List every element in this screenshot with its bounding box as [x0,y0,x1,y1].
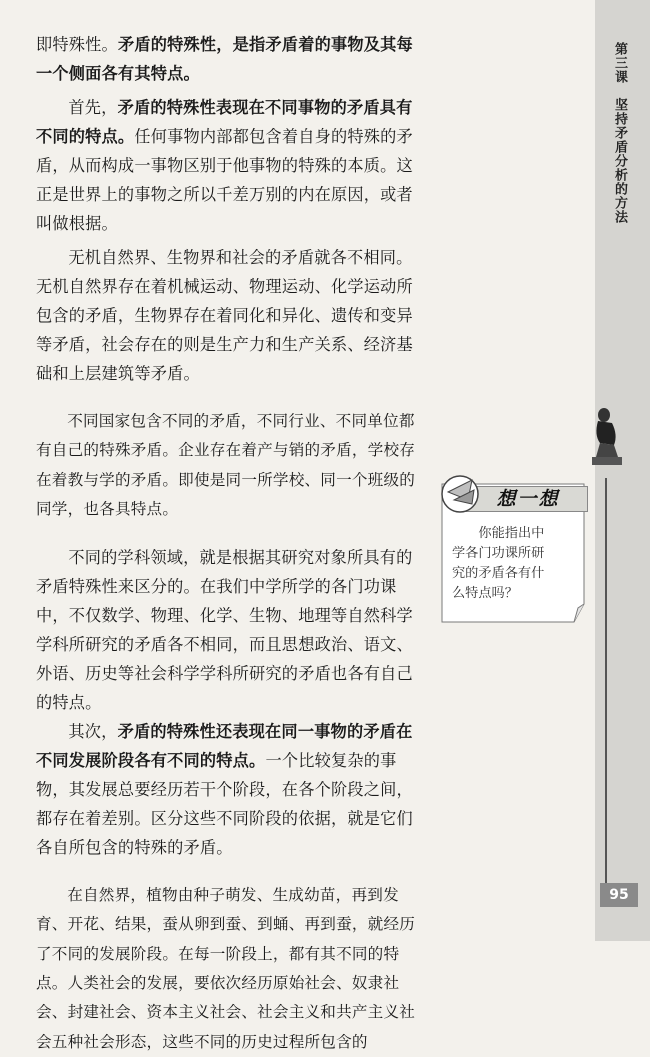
sidebar-divider-line [605,478,607,883]
bold-point-2: 矛盾的特殊性还表现在同一事物的矛盾在不同发展阶段各有不同的特点。 [36,722,413,771]
paragraph-3: 无机自然界、生物界和社会的矛盾就各不相同。无机自然界存在着机械运动、物理运动、化学运动所包含的矛盾，生物界存在着同化和异化、遗传和变异等矛盾，社会存在的则是生产力和生产关系、经济基础和上层建筑等矛盾。 [36,248,413,383]
think-box-label: 想一想 [496,488,560,510]
question-line: 你能指出中 [478,526,545,541]
question-line: 么特点吗？ [452,586,518,601]
bold-definition: 矛盾的特殊性，是指矛盾着的事物及其每一个侧面各有其特点。 [36,35,413,83]
paragraph-2 [36,93,420,238]
text-span: 其次， [68,722,118,742]
paragraph-5: 不同的学科领域，就是根据其研究对象所具有的矛盾特殊性来区分的。在我们中学所学的各门功课中，不仅数学、物理、化学、生物、地理等自然科学学科所研究的矛盾各不相同，而且思想政治、语文、外语、历史等社会科学学科所研究的矛盾也各有自己的特点。 [36,548,413,713]
example-paragraph-1: 不同国家包含不同的矛盾，不同行业、不同单位都有自己的特殊矛盾。企业存在着产与销的矛盾，学校存在着教与学的矛盾。即使是同一所学校、同一个班级的同学，也各具特点。 [36,412,416,518]
paragraph-1 [36,30,420,88]
bold-point-1: 矛盾的特殊性表现在不同事物的矛盾具有不同的特点。 [36,98,413,146]
page-number: 95 [600,883,638,907]
text-span: 即特殊性。 [36,35,118,54]
thinker-statue-icon [590,405,624,467]
paragraph-6 [36,717,420,862]
example-paragraph-2: 在自然界，植物由种子萌发、生成幼苗，再到发育、开花、结果，蚕从卵到蚕、到蛹、再到蚕，就经历了不同的发展阶段。在每一阶段上，都有其不同的特点。人类社会的发展，要依次经历原始社会、奴隶社会、封建社会、资本主义社会、社会主义和共产主义社会五种社会形态，这些不同的历史过程所包含的 [36,886,416,1051]
text-span: 任何事物内部都包含着自身的特殊的矛盾，从而构成一事物区别于他事物的特殊的本质。这正是世界上的事物之所以千差万别的内在原因，或者叫做根据。 [36,127,413,233]
think-box-question [452,524,576,604]
question-line: 究的矛盾各有什 [452,566,545,581]
question-line: 学各门功课所研 [452,546,545,561]
text-span: 一个比较复杂的事物，其发展总要经历若干个阶段，在各个阶段之间，都存在着差别。区分这些不同阶段的依据，就是它们各自所包含的特殊的矛盾。 [36,751,413,858]
lesson-title-vertical: 第三课 坚持矛盾分析的方法 [612,42,627,224]
main-text [36,30,420,1057]
text-span: 首先， [68,98,118,117]
